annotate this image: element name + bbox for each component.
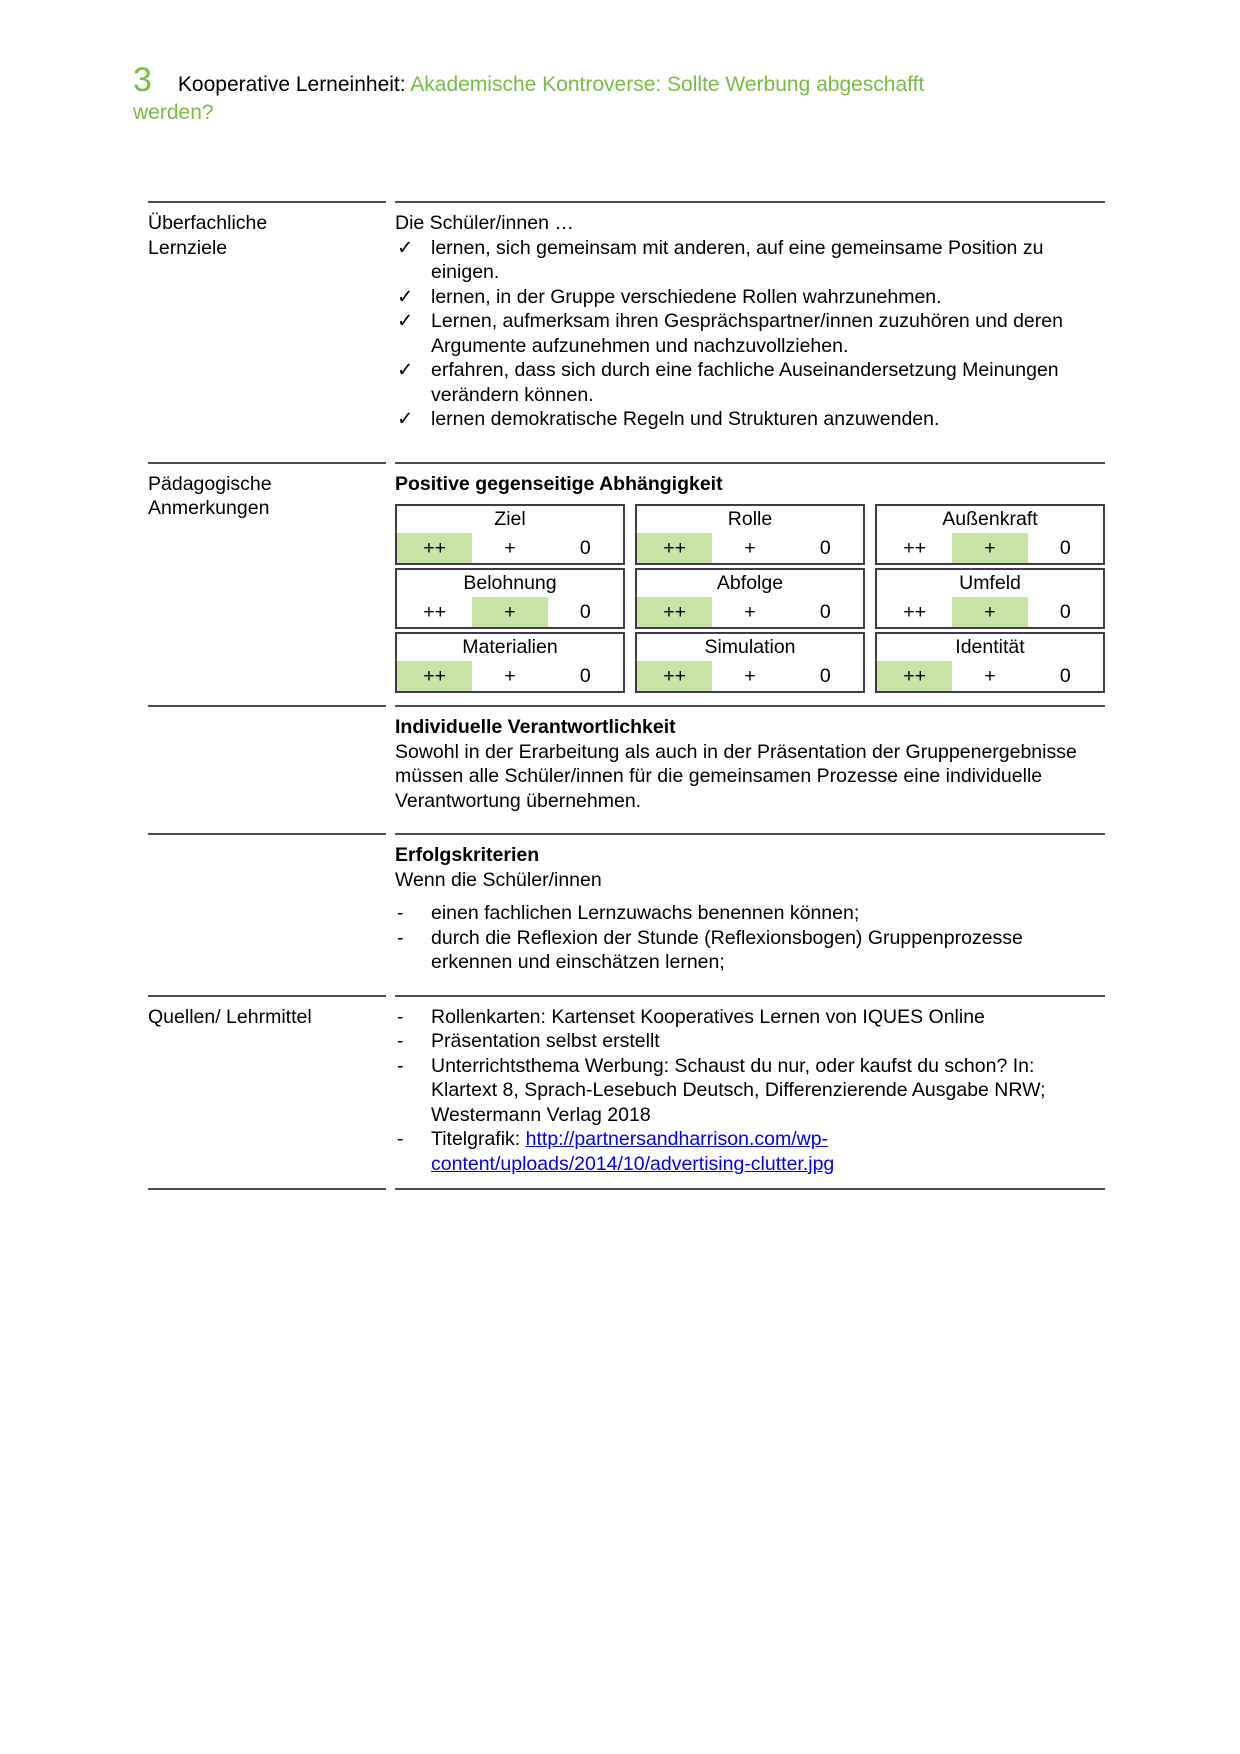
list-item bbox=[395, 407, 1085, 432]
list-item bbox=[395, 1029, 1085, 1054]
rating-card-options bbox=[397, 661, 623, 691]
dash-icon: - bbox=[397, 926, 404, 949]
rating-option-zero: 0 bbox=[819, 665, 831, 687]
rating-card-title: Abfolge bbox=[716, 572, 784, 594]
rating-option-plus: + bbox=[744, 665, 756, 687]
dash-icon: - bbox=[397, 1030, 404, 1052]
rating-option-plusplus: ++ bbox=[903, 601, 927, 623]
rating-card-options bbox=[397, 597, 623, 627]
list-item-text: erfahren, dass sich durch eine fachliche Auseinandersetzung Meinungen verändern können. bbox=[431, 359, 1059, 406]
list-item-text: durch die Reflexion der Stunde (Reflexionsbogen) Gruppenprozesse erkennen und einschätzen lernen; bbox=[431, 926, 1023, 973]
row-label-lernziele bbox=[148, 201, 386, 462]
list-item-text: einen fachlichen Lernzuwachs benennen können; bbox=[431, 902, 860, 924]
lernziele-intro: Die Schüler/innen … bbox=[395, 212, 574, 234]
rating-option-plus: + bbox=[952, 597, 1027, 627]
erfolgskriterien-content bbox=[395, 833, 1105, 995]
section-title-verantwortlichkeit: Individuelle Verantwortlichkeit bbox=[395, 716, 676, 738]
row-lernziele bbox=[148, 201, 1105, 462]
check-icon: ✓ bbox=[397, 236, 414, 259]
row-label-text: Pädagogische Anmerkungen bbox=[148, 472, 272, 519]
lesson-table bbox=[148, 201, 1105, 1190]
list-item bbox=[395, 285, 1085, 310]
list-item bbox=[395, 926, 1085, 975]
section-title-erfolgskriterien: Erfolgskriterien bbox=[395, 844, 540, 866]
rating-card bbox=[635, 568, 865, 629]
list-item bbox=[395, 1005, 1085, 1030]
list-item bbox=[395, 309, 1085, 358]
row-quellen bbox=[148, 995, 1105, 1191]
rating-card bbox=[395, 568, 625, 629]
list-item-text: Rollenkarten: Kartenset Kooperatives Lernen von IQUES Online bbox=[431, 1005, 985, 1028]
dash-icon: - bbox=[397, 902, 404, 924]
dash-icon: - bbox=[397, 1005, 404, 1028]
rating-option-plus: + bbox=[984, 665, 996, 687]
rating-card-options bbox=[637, 661, 863, 691]
rating-card bbox=[875, 568, 1105, 629]
rating-card-title: Simulation bbox=[704, 636, 796, 658]
quellen-list bbox=[395, 1005, 1085, 1128]
row-erfolgskriterien bbox=[148, 833, 1105, 995]
chapter-number: 3 bbox=[133, 61, 152, 99]
rating-card-title: Rolle bbox=[727, 508, 773, 530]
row-label-empty-2 bbox=[148, 833, 386, 995]
page-title bbox=[133, 61, 933, 127]
list-item bbox=[395, 1054, 1085, 1128]
rating-option-plus: + bbox=[472, 597, 547, 627]
row-paedagogik bbox=[148, 462, 1105, 706]
rating-card bbox=[875, 504, 1105, 565]
list-item-titelgrafik bbox=[395, 1127, 1085, 1176]
row-label-quellen bbox=[148, 995, 386, 1191]
lernziele-content bbox=[395, 201, 1105, 462]
rating-card-options bbox=[637, 533, 863, 563]
paedagogik-content bbox=[395, 462, 1105, 706]
rating-option-plusplus: ++ bbox=[637, 661, 712, 691]
rating-option-zero: 0 bbox=[819, 601, 831, 623]
check-icon: ✓ bbox=[397, 359, 414, 381]
ratings-grid bbox=[395, 504, 1105, 693]
link-line-2: content/uploads/2014/10/advertising-clutter.jpg bbox=[431, 1152, 835, 1175]
rating-option-plusplus: ++ bbox=[397, 533, 472, 563]
section-title-abhaengigkeit: Positive gegenseitige Abhängigkeit bbox=[395, 472, 723, 495]
check-icon: ✓ bbox=[397, 285, 414, 308]
check-icon: ✓ bbox=[397, 310, 414, 332]
row-label-paedagogik bbox=[148, 462, 386, 706]
rating-option-plusplus: ++ bbox=[877, 661, 952, 691]
rating-card-title: Ziel bbox=[494, 508, 526, 530]
rating-option-zero: 0 bbox=[1059, 665, 1071, 687]
erfolgskriterien-list bbox=[395, 901, 1085, 975]
lernziele-list bbox=[395, 236, 1085, 432]
dash-icon: - bbox=[397, 1128, 404, 1150]
rating-option-plusplus: ++ bbox=[637, 533, 712, 563]
rating-card-title: Belohnung bbox=[463, 572, 557, 594]
rating-card bbox=[875, 632, 1105, 693]
list-item bbox=[395, 236, 1085, 285]
list-item bbox=[395, 901, 1085, 926]
rating-option-plus: + bbox=[744, 537, 756, 559]
row-label-text: Überfachliche Lernziele bbox=[148, 212, 268, 259]
rating-card bbox=[395, 632, 625, 693]
rating-card bbox=[395, 504, 625, 565]
rating-option-zero: 0 bbox=[1059, 537, 1071, 559]
rating-option-plus: + bbox=[952, 533, 1027, 563]
rating-card-title: Umfeld bbox=[959, 572, 1021, 594]
link-line-1: http://partnersandharrison.com/wp- bbox=[525, 1128, 829, 1150]
list-item bbox=[395, 358, 1085, 407]
erfolgskriterien-intro: Wenn die Schüler/innen bbox=[395, 868, 602, 891]
rating-option-plusplus: ++ bbox=[903, 537, 927, 559]
rating-card bbox=[635, 632, 865, 693]
row-label-empty-1 bbox=[148, 705, 386, 833]
rating-option-zero: 0 bbox=[819, 537, 831, 559]
list-item-text: Unterrichtsthema Werbung: Schaust du nur, oder kaufst du schon? In: Klartext 8, Sprach-Lesebuch Deutsch, Differenzierende Ausgabe NRW; Westermann Verlag 2018 bbox=[431, 1054, 1046, 1126]
titelgrafik-label: Titelgrafik: bbox=[431, 1128, 526, 1150]
rating-card-title: Außenkraft bbox=[942, 508, 1038, 530]
list-item-text: lernen, sich gemeinsam mit anderen, auf eine gemeinsame Position zu einigen. bbox=[431, 236, 1044, 283]
rating-option-zero: 0 bbox=[1059, 601, 1071, 623]
rating-option-plus: + bbox=[504, 537, 516, 559]
verantwortlichkeit-content bbox=[395, 705, 1105, 833]
rating-option-plus: + bbox=[504, 665, 516, 687]
rating-card-options bbox=[877, 661, 1103, 691]
rating-card-title: Identität bbox=[955, 636, 1025, 658]
rating-option-zero: 0 bbox=[579, 665, 591, 687]
row-verantwortlichkeit bbox=[148, 705, 1105, 833]
rating-card-options bbox=[637, 597, 863, 627]
row-label-text: Quellen/ Lehrmittel bbox=[148, 1005, 312, 1028]
verantwortlichkeit-text: Sowohl in der Erarbeitung als auch in der Präsentation der Gruppenergebnisse müssen alle Schüler/innen für die gemeinsamen Prozesse eine individuelle Verantwortung übernehmen. bbox=[395, 740, 1077, 812]
rating-option-zero: 0 bbox=[579, 601, 591, 623]
rating-card-options bbox=[397, 533, 623, 563]
quellen-content bbox=[395, 995, 1105, 1191]
rating-card-title: Materialien bbox=[462, 636, 558, 658]
list-item-text: Lernen, aufmerksam ihren Gesprächspartner/innen zuzuhören und deren Argumente aufzunehmen und nachzuvollziehen. bbox=[431, 310, 1063, 357]
list-item-text: Präsentation selbst erstellt bbox=[431, 1030, 660, 1052]
check-icon: ✓ bbox=[397, 408, 414, 430]
rating-option-plusplus: ++ bbox=[397, 661, 472, 691]
dash-icon: - bbox=[397, 1054, 404, 1077]
rating-option-plusplus: ++ bbox=[637, 597, 712, 627]
rating-option-zero: 0 bbox=[579, 537, 591, 559]
heading-green-part: Akademische Kontroverse: Sollte Werbung abgeschafft werden? bbox=[133, 73, 925, 124]
list-item-text: lernen, in der Gruppe verschiedene Rollen wahrzunehmen. bbox=[431, 285, 942, 308]
heading-black-part: Kooperative Lerneinheit: bbox=[177, 73, 411, 96]
rating-option-plusplus: ++ bbox=[423, 601, 447, 623]
rating-option-plus: + bbox=[744, 601, 756, 623]
rating-card-options bbox=[877, 597, 1103, 627]
rating-card bbox=[635, 504, 865, 565]
rating-card-options bbox=[877, 533, 1103, 563]
list-item-text: lernen demokratische Regeln und Strukturen anzuwenden. bbox=[431, 408, 940, 430]
